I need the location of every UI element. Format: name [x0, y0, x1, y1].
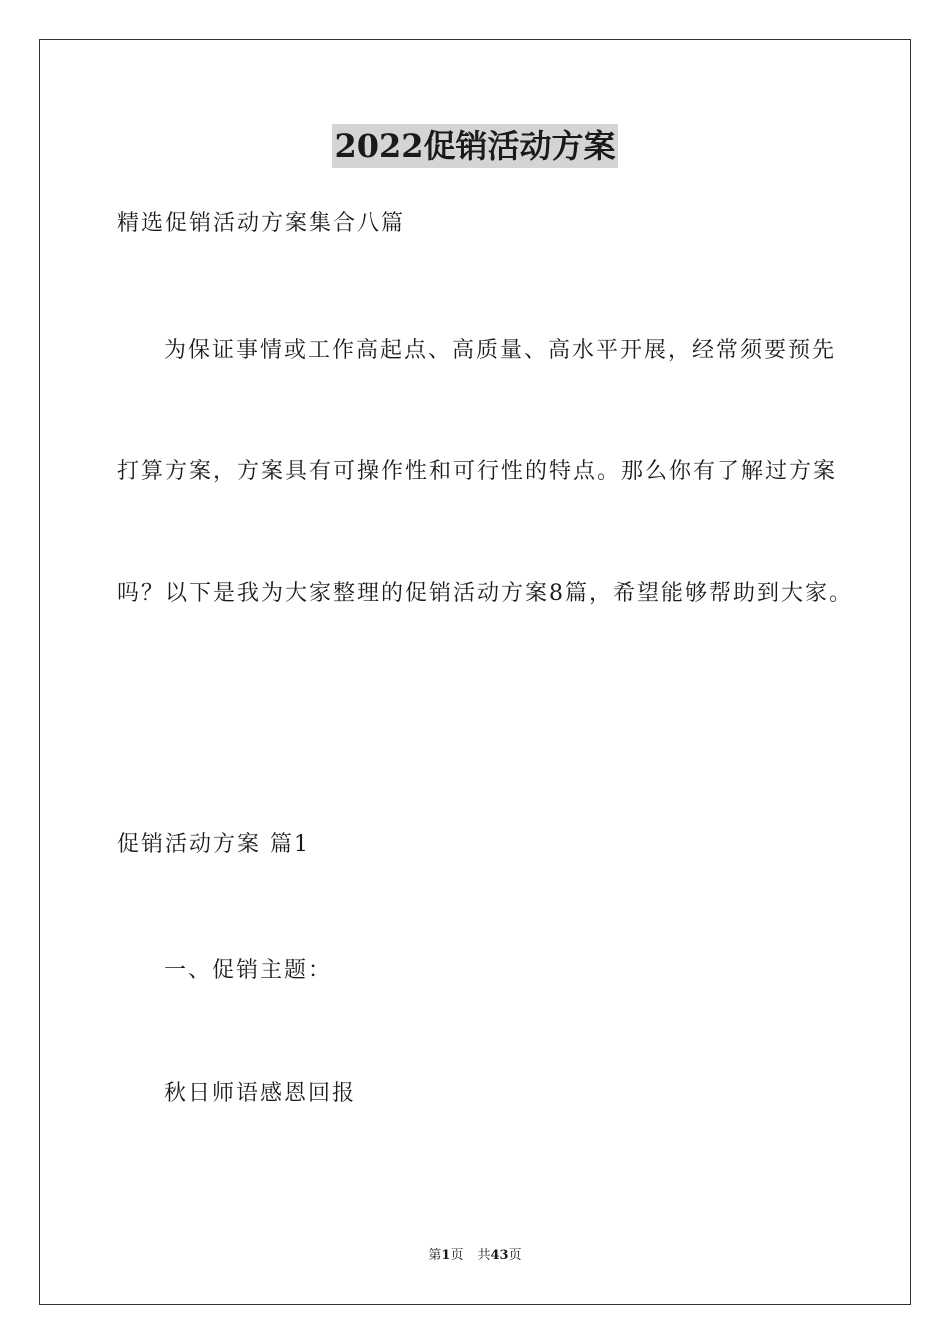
sub-heading: 一、促销主题： — [164, 958, 333, 983]
intro-line-2: 打算方案，方案具有可操作性和可行性的特点。那么你有了解过方案 — [117, 459, 838, 484]
page-number: 1 — [441, 1248, 451, 1263]
intro-line-1: 为保证事情或工作高起点、高质量、高水平开展，经常须要预先 — [164, 338, 837, 363]
title-container — [0, 124, 950, 168]
total-prefix: 共 — [477, 1248, 491, 1263]
page-footer — [0, 1247, 950, 1265]
page-suffix: 页 — [450, 1248, 464, 1263]
intro-line-3: 吗？以下是我为大家整理的促销活动方案8篇，希望能够帮助到大家。 — [117, 581, 853, 606]
document-title: 2022促销活动方案 — [332, 124, 617, 168]
theme-text: 秋日师语感恩回报 — [164, 1081, 357, 1106]
page-prefix: 第 — [428, 1248, 442, 1263]
section-heading: 促销活动方案 篇1 — [117, 832, 310, 857]
total-pages: 43 — [490, 1248, 509, 1263]
document-subtitle: 精选促销活动方案集合八篇 — [117, 211, 406, 236]
total-suffix: 页 — [508, 1248, 522, 1263]
